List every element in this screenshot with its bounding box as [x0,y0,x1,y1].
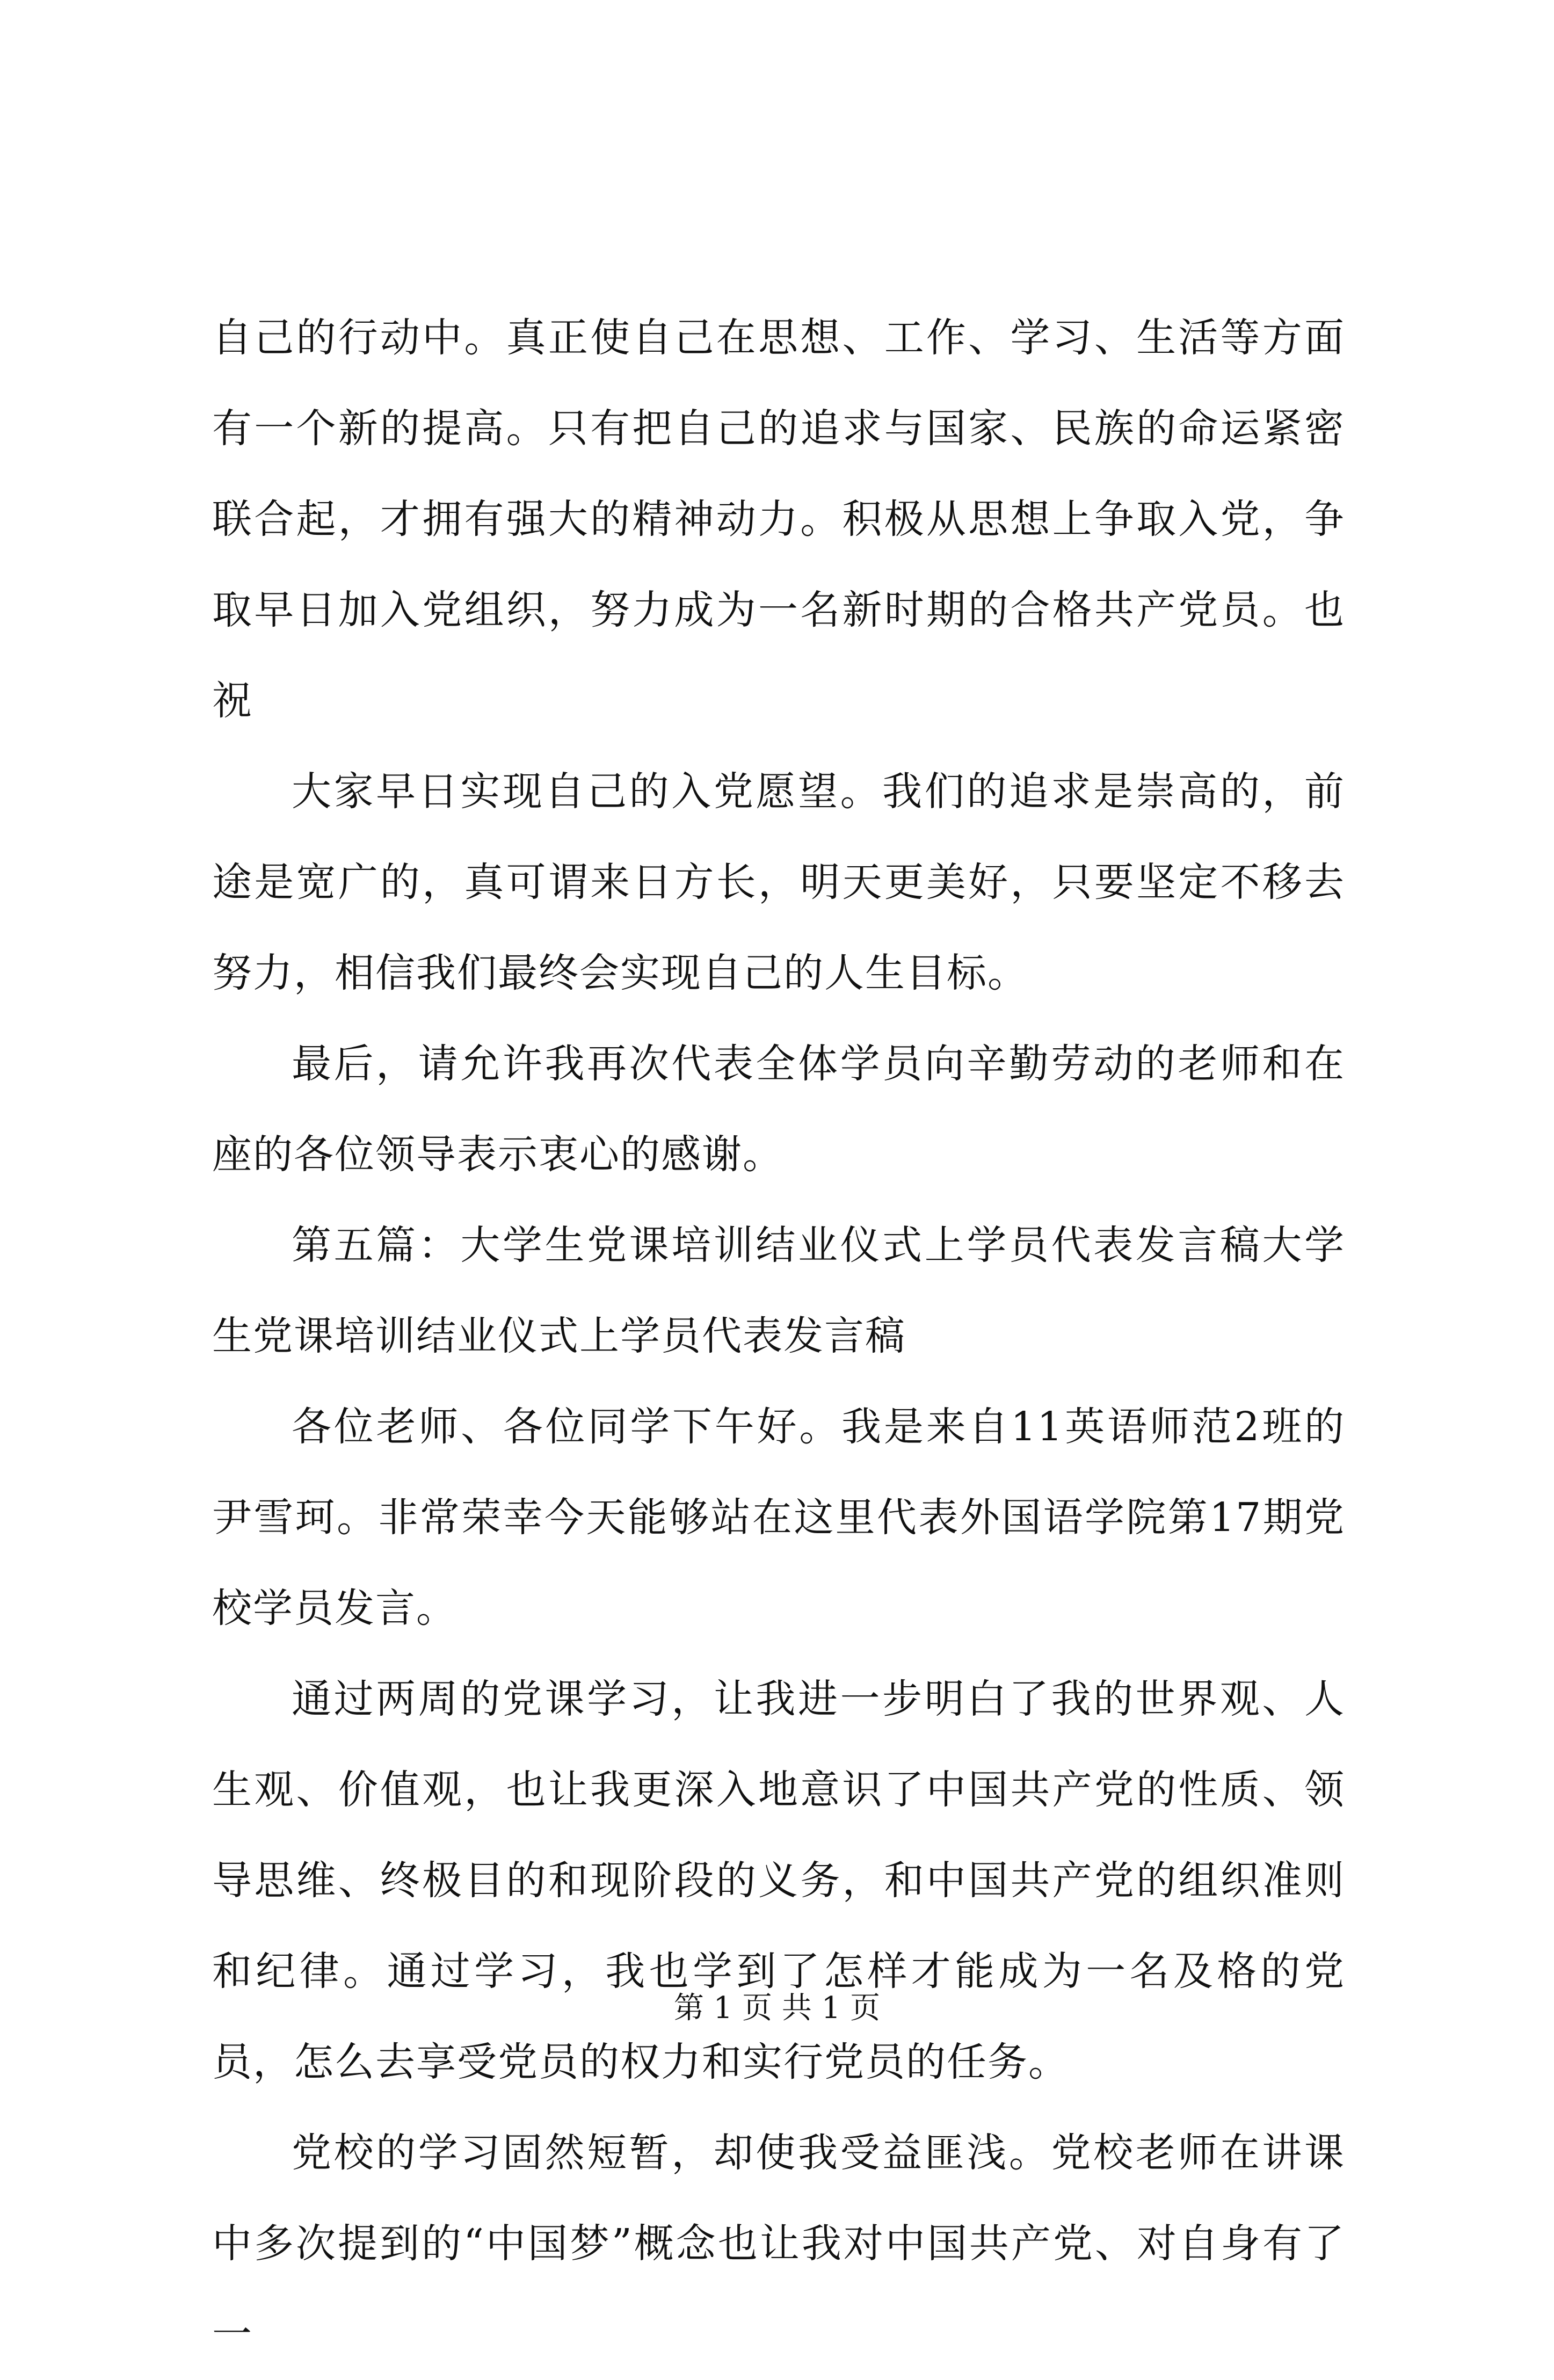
paragraph-6: 通过两周的党课学习，让我进一步明白了我的世界观、人生观、价值观，也让我更深入地意识了中国共产党的性质、领导思维、终极目的和现阶段的义务，和中国共产党的组织准则和纪律。通过学习，我也学到了怎样才能成为一名及格的党员，怎么去享受党员的权力和实行党员的任务。 [212,1676,1345,2085]
page-number-footer: 第 1 页 共 1 页 [673,1991,881,2026]
paragraph-5: 各位老师、各位同学下午好。我是来自11英语师范2班的尹雪珂。非常荣幸今天能够站在这里代表外国语学院第17期党校学员发言。 [212,1404,1345,1631]
document-body [212,293,1345,2380]
paragraph-7: 党校的学习固然短暂，却使我受益匪浅。党校老师在讲课中多次提到的“中国梦”概念也让我对中国共产党、对自身有了一 [212,2130,1345,2357]
paragraph-2: 大家早日实现自己的入党愿望。我们的追求是崇高的，前途是宽广的，真可谓来日方长，明天更美好，只要坚定不移去努力，相信我们最终会实现自己的人生目标。 [212,768,1345,996]
section-heading-paragraph: 第五篇：大学生党课培训结业仪式上学员代表发言稿大学生党课培训结业仪式上学员代表发言稿 [212,1222,1345,1359]
paragraph-3: 最后，请允许我再次代表全体学员向辛勤劳动的老师和在座的各位领导表示衷心的感谢。 [212,1041,1345,1178]
paragraph-1: 自己的行动中。真正使自己在思想、工作、学习、生活等方面有一个新的提高。只有把自己的追求与国家、民族的命运紧密联合起，才拥有强大的精神动力。积极从思想上争取入党，争取早日加入党组织，努力成为一名新时期的合格共产党员。也祝 [212,315,1345,724]
